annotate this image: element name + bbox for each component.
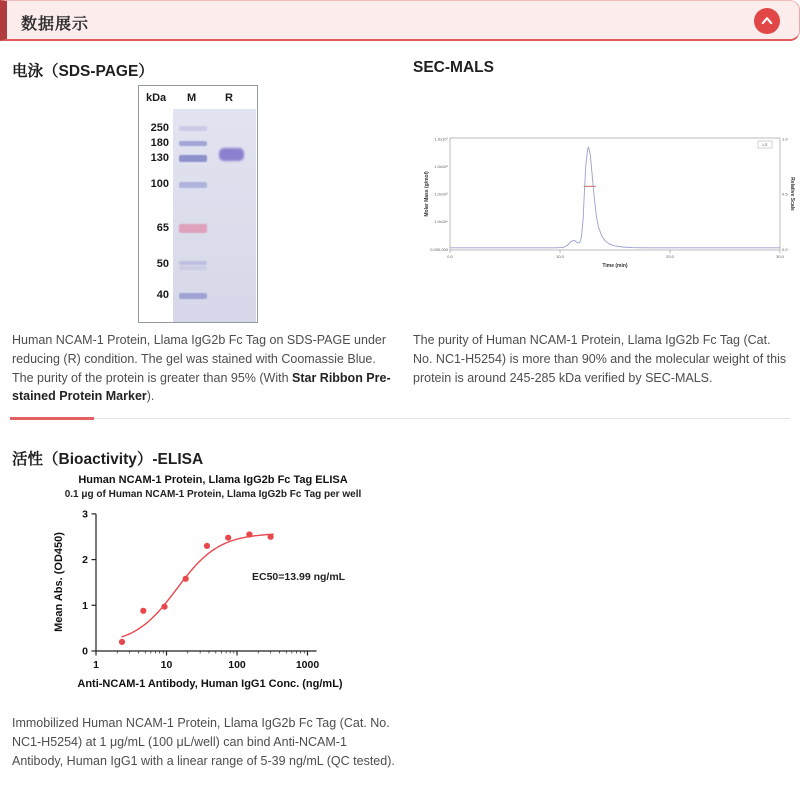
sec-x-tick-label: 30.0 (776, 254, 784, 259)
elisa-y-tick-label: 1 (82, 599, 88, 612)
sec-y-tick-label: 1.0x10⁵ (434, 191, 448, 197)
caption-text: Human NCAM-1 Protein, Llama IgG2b Fc Tag on SDS-PAGE under reducing (R) condition. The gel was stained with Coomassie Blue. The purity of the protein is greater than 95% (With (12, 333, 387, 385)
elisa-y-tick-label: 0 (82, 645, 88, 658)
elisa-data-point (268, 534, 274, 540)
gel-band-40 (179, 293, 207, 299)
elisa-data-point (119, 639, 125, 645)
gel-marker-label: 40 (156, 289, 169, 301)
gel-band-180 (179, 141, 207, 146)
sec-legend-label: LS (762, 142, 768, 147)
sec-y-tick-label: 1.0x10⁷ (434, 136, 448, 142)
sds-page-caption (12, 331, 396, 406)
gel-marker-label: 180 (150, 137, 169, 149)
sec-y-axis-title: Molar Mass (g/mol) (424, 171, 430, 217)
sds-page-gel-figure (138, 85, 258, 323)
gel-band-250 (179, 126, 207, 131)
sec-mals-chart (418, 130, 796, 272)
sec-x-tick-label: 10.0 (556, 254, 564, 259)
sec-x-axis-title: Time (min) (602, 263, 628, 269)
back-to-top-button[interactable] (754, 8, 780, 34)
elisa-y-tick-label: 3 (82, 508, 88, 521)
sec-right-tick-label: 0.5 (782, 191, 788, 197)
gel-marker-label: 250 (150, 122, 169, 134)
elisa-x-tick-label: 1000 (295, 659, 320, 671)
elisa-chart (48, 472, 393, 696)
elisa-x-axis-title: Anti-NCAM-1 Antibody, Human IgG1 Conc. (ng/mL) (77, 678, 343, 690)
sec-y-tick-label: 0.000,000 (430, 247, 448, 252)
elisa-heading: 活性（Bioactivity）-ELISA (12, 451, 204, 468)
elisa-x-tick-label: 100 (228, 659, 246, 671)
gel-marker-label: 65 (156, 222, 169, 234)
gel-band-50 (179, 261, 207, 265)
data-display-header (0, 0, 800, 41)
elisa-y-tick-label: 2 (82, 554, 88, 567)
gel-marker-label: 100 (150, 178, 169, 190)
elisa-data-point (140, 608, 146, 614)
section-divider (94, 418, 790, 419)
elisa-chart-subtitle: 0.1 μg of Human NCAM-1 Protein, Llama IgG2b Fc Tag per well (64, 489, 362, 500)
sec-plot-area (450, 138, 780, 250)
sds-page-heading: 电泳（SDS-PAGE） (12, 63, 154, 80)
sec-mals-caption: The purity of Human NCAM-1 Protein, Llama IgG2b Fc Tag (Cat. No. NC1-H5254) is more than 90% and the molecular weight of this protein is around 245-285 kDa verified by SEC-MALS. (413, 333, 787, 385)
gel-lane-marker-label: M (187, 92, 197, 104)
gel-unit-label: kDa (146, 92, 167, 104)
elisa-chart-title: Human NCAM-1 Protein, Llama IgG2b Fc Tag ELISA (78, 474, 348, 486)
chevron-up-icon (758, 12, 776, 30)
elisa-y-axis-title: Mean Abs. (OD450) (53, 532, 65, 632)
gel-band-100 (179, 182, 207, 188)
gel-band-50 (179, 266, 207, 270)
elisa-data-point (246, 531, 252, 537)
sec-right-axis-title: Relative Scale (789, 177, 795, 211)
elisa-data-point (161, 604, 167, 610)
sec-right-tick-label: 1.0 (782, 136, 788, 142)
elisa-x-tick-label: 1 (93, 659, 99, 671)
sec-right-tick-label: 0.0 (782, 247, 788, 252)
gel-band-65 (179, 224, 207, 233)
sec-y-tick-label: 1.0x10⁶ (434, 164, 448, 169)
gel-lane-area (173, 109, 256, 322)
gel-sample-band (219, 148, 244, 161)
section-divider-accent (10, 417, 94, 420)
sec-x-tick-label: 0.0 (447, 254, 453, 259)
page-title: 数据展示 (21, 16, 90, 33)
elisa-x-tick-label: 10 (160, 659, 173, 671)
gel-band-130 (179, 155, 207, 162)
gel-marker-label: 130 (150, 152, 169, 164)
elisa-data-point (225, 535, 231, 541)
caption-text: ). (146, 389, 155, 404)
sec-mals-heading: SEC-MALS (413, 59, 494, 76)
gel-lane-reduced-label: R (225, 92, 233, 104)
gel-marker-label: 50 (156, 258, 169, 270)
elisa-caption: Immobilized Human NCAM-1 Protein, Llama IgG2b Fc Tag (Cat. No. NC1-H5254) at 1 μg/mL (100 μL/well) can bind Anti-NCAM-1 Antibody, Human IgG1 with a linear range of 5-39 ng/mL (QC tested). (12, 716, 395, 768)
caption-bold-text: Star Ribbon Pre-stained Protein Marker (12, 370, 391, 404)
sec-x-tick-label: 20.0 (666, 254, 674, 259)
elisa-data-point (183, 576, 189, 582)
elisa-fit-curve (122, 534, 274, 637)
elisa-ec50-annotation: EC50=13.99 ng/mL (252, 571, 346, 583)
elisa-data-point (204, 543, 210, 549)
sec-y-tick-label: 1.0x10⁴ (434, 219, 448, 224)
